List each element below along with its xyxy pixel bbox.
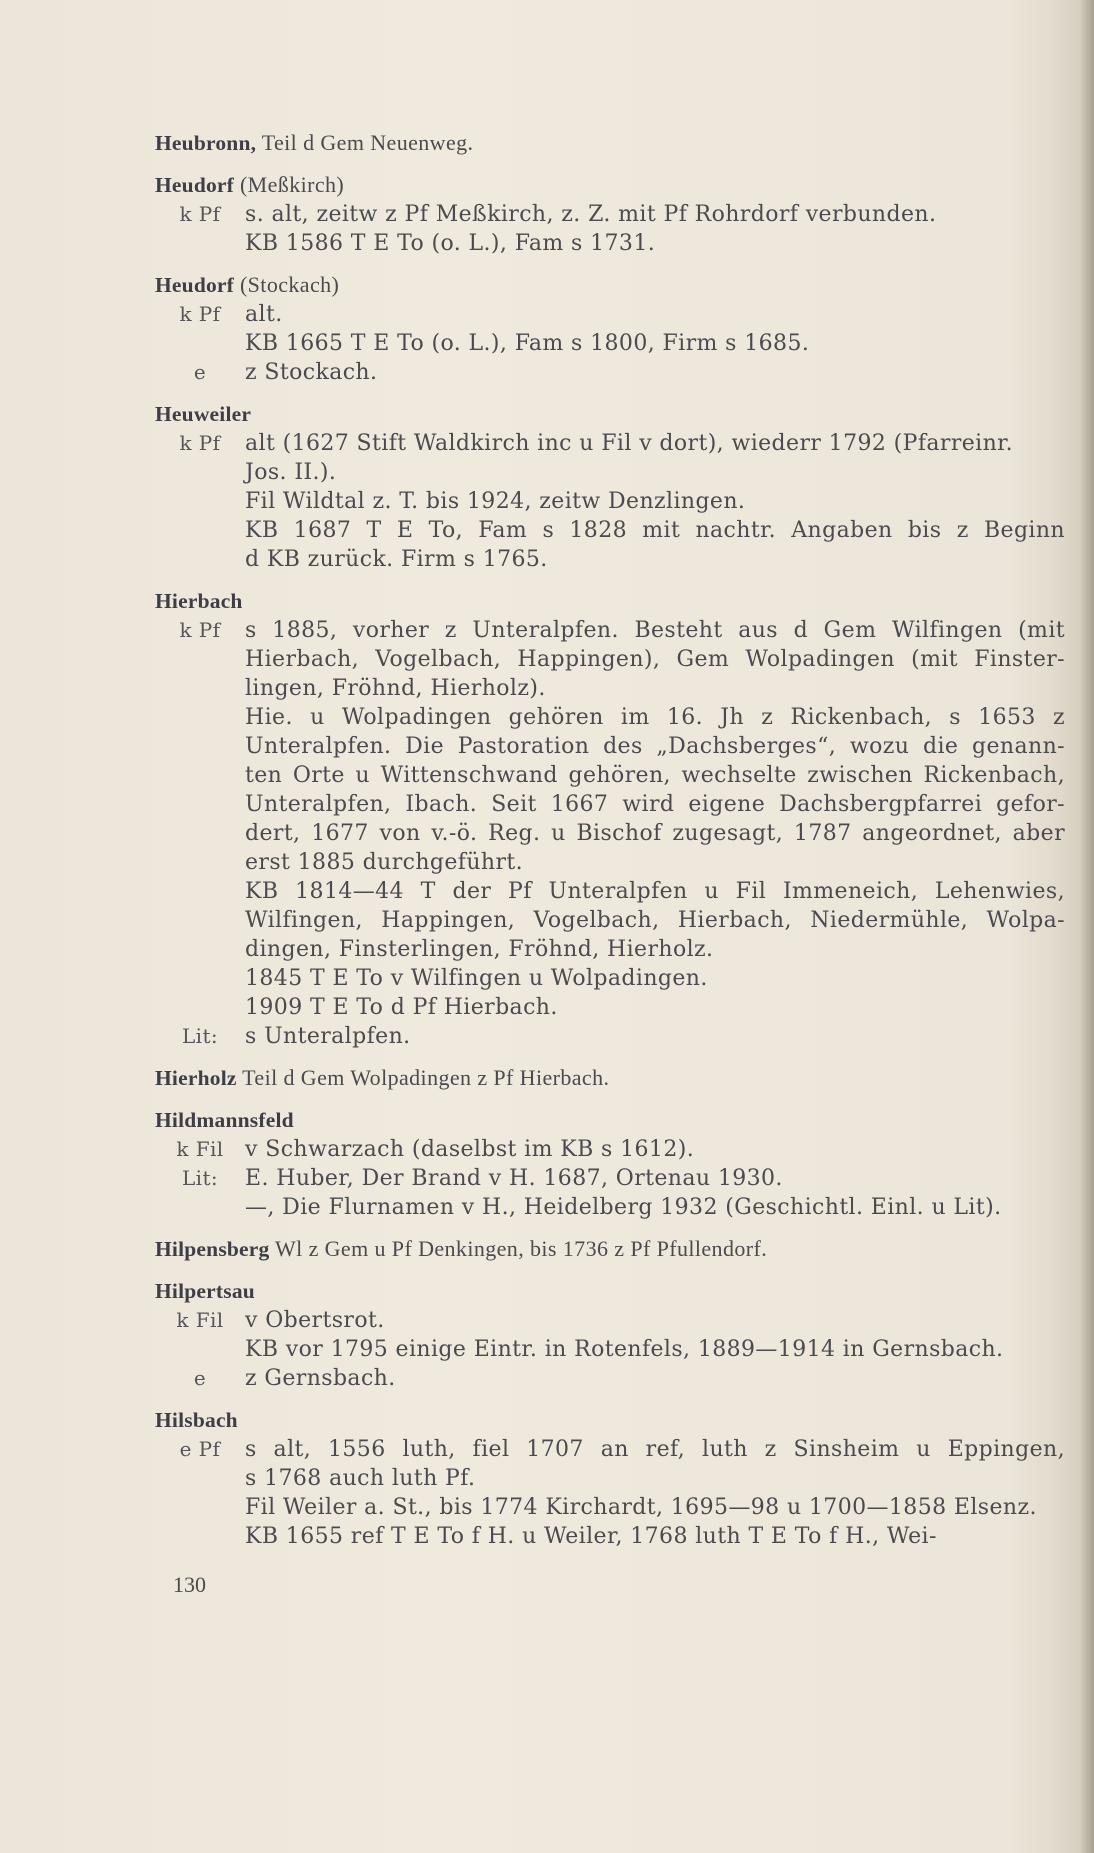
register-entry <box>155 1276 1065 1393</box>
row-label: k Fil <box>176 1137 224 1161</box>
text-line: Jos. II.). <box>245 460 337 485</box>
register-entry <box>155 1063 1065 1093</box>
text-line: s 1768 auch luth Pf. <box>245 1466 476 1491</box>
entry-row <box>155 429 1065 574</box>
row-body <box>245 1135 1065 1164</box>
row-body <box>245 1364 1065 1393</box>
entry-row <box>155 1135 1065 1164</box>
text-line: z Gernsbach. <box>245 1366 396 1391</box>
text-line: E. Huber, Der Brand v H. 1687, Ortenau 1930. <box>245 1166 783 1191</box>
place-name: Hierholz <box>155 1066 237 1090</box>
entry-heading <box>155 399 1065 429</box>
place-name: Heubronn, <box>155 131 257 155</box>
place-qualifier: (Meßkirch) <box>234 172 345 197</box>
text-line: ten Orte u Wittenschwand gehören, wechselte zwischen Rickenbach, <box>245 763 1065 788</box>
place-name: Hilpertsau <box>155 1279 255 1303</box>
text-line: KB 1655 ref T E To f H. u Weiler, 1768 luth T E To f H., Wei- <box>245 1524 937 1549</box>
place-name: Heuweiler <box>155 402 252 426</box>
text-line: z Stockach. <box>245 360 378 385</box>
page-edge <box>1080 0 1094 1853</box>
row-label: k Pf <box>179 431 221 455</box>
text-line: KB 1665 T E To (o. L.), Fam s 1800, Firm s 1685. <box>245 331 810 356</box>
entry-heading <box>155 1276 1065 1306</box>
text-line: s. alt, zeitw z Pf Meßkirch, z. Z. mit Pf Rohrdorf verbunden. <box>245 202 937 227</box>
row-body <box>245 1435 1065 1551</box>
entry-row <box>155 1164 1065 1222</box>
text-line: s Unteralpfen. <box>245 1024 411 1049</box>
text-line: —, Die Flurnamen v H., Heidelberg 1932 (Geschichtl. Einl. u Lit). <box>245 1195 1002 1220</box>
row-body <box>245 300 1065 358</box>
entry-heading <box>155 1234 1065 1264</box>
place-qualifier: Teil d Gem Neuenweg. <box>256 130 474 155</box>
row-label: Lit: <box>181 1024 219 1048</box>
register-entry <box>155 128 1065 158</box>
text-line: 1909 T E To d Pf Hierbach. <box>245 995 558 1020</box>
entry-heading <box>155 128 1065 158</box>
text-line: Hierbach, Vogelbach, Happingen), Gem Wolpadingen (mit Finster- <box>245 647 1065 672</box>
place-name: Hilpensberg <box>155 1237 270 1261</box>
entry-row <box>155 300 1065 358</box>
row-label: e Pf <box>179 1437 221 1461</box>
place-name: Hierbach <box>155 589 243 613</box>
row-label: k Pf <box>179 302 221 326</box>
text-line: v Schwarzach (daselbst im KB s 1612). <box>245 1137 695 1162</box>
entry-row <box>155 1435 1065 1551</box>
row-body <box>245 358 1065 387</box>
text-line: Hie. u Wolpadingen gehören im 16. Jh z Rickenbach, s 1653 z <box>245 705 1065 730</box>
place-qualifier: Teil d Gem Wolpadingen z Pf Hierbach. <box>236 1065 610 1090</box>
text-line: Wilfingen, Happingen, Vogelbach, Hierbach, Niedermühle, Wolpa- <box>245 908 1065 933</box>
text-line: Unteralpfen. Die Pastoration des „Dachsberges“, wozu die genann- <box>245 734 1065 759</box>
text-line: d KB zurück. Firm s 1765. <box>245 547 548 572</box>
row-label: k Pf <box>179 618 221 642</box>
text-line: KB 1814—44 T der Pf Unteralpfen u Fil Immeneich, Lehenwies, <box>245 879 1065 904</box>
row-body <box>245 429 1065 574</box>
place-name: Heudorf <box>155 173 235 197</box>
row-label: k Fil <box>176 1308 224 1332</box>
text-line: alt (1627 Stift Waldkirch inc u Fil v dort), wiederr 1792 (Pfarreinr. <box>245 431 1014 456</box>
text-line: KB 1687 T E To, Fam s 1828 mit nachtr. Angaben bis z Beginn <box>245 518 1065 543</box>
register-entry <box>155 1105 1065 1222</box>
entry-heading <box>155 1405 1065 1435</box>
register-text <box>155 128 1065 1563</box>
text-line: s alt, 1556 luth, fiel 1707 an ref, luth z Sinsheim u Eppingen, <box>245 1437 1065 1462</box>
entry-heading <box>155 1063 1065 1093</box>
row-body <box>245 1164 1065 1222</box>
register-entry <box>155 170 1065 258</box>
row-label: e <box>193 1366 207 1390</box>
register-entry <box>155 1234 1065 1264</box>
entry-heading <box>155 586 1065 616</box>
text-line: dingen, Finsterlingen, Fröhnd, Hierholz. <box>245 937 714 962</box>
entry-heading <box>155 1105 1065 1135</box>
text-line: s 1885, vorher z Unteralpfen. Besteht aus d Gem Wilfingen (mit <box>245 618 1065 643</box>
row-body <box>245 1022 1065 1051</box>
entry-row <box>155 616 1065 1022</box>
text-line: alt. <box>245 302 283 327</box>
text-line: KB vor 1795 einige Eintr. in Rotenfels, 1889—1914 in Gernsbach. <box>245 1337 1004 1362</box>
text-line: Unteralpfen, Ibach. Seit 1667 wird eigene Dachsbergpfarrei gefor- <box>245 792 1065 817</box>
entry-heading <box>155 170 1065 200</box>
row-body <box>245 200 1065 258</box>
row-label: Lit: <box>181 1166 219 1190</box>
text-line: lingen, Fröhnd, Hierholz). <box>245 676 546 701</box>
row-body <box>245 1306 1065 1364</box>
entry-row <box>155 200 1065 258</box>
row-label: k Pf <box>179 202 221 226</box>
register-entry <box>155 399 1065 574</box>
row-body <box>245 616 1065 1022</box>
entry-heading <box>155 270 1065 300</box>
row-label: e <box>193 360 207 384</box>
text-line: 1845 T E To v Wilfingen u Wolpadingen. <box>245 966 708 991</box>
register-entry <box>155 586 1065 1051</box>
text-line: erst 1885 durchgeführt. <box>245 850 524 875</box>
place-name: Heudorf <box>155 273 235 297</box>
text-line: dert, 1677 von v.-ö. Reg. u Bischof zugesagt, 1787 angeordnet, aber <box>245 821 1065 846</box>
place-name: Hildmannsfeld <box>155 1108 294 1132</box>
text-line: Fil Weiler a. St., bis 1774 Kirchardt, 1695—98 u 1700—1858 Elsenz. <box>245 1495 1037 1520</box>
register-entry <box>155 270 1065 387</box>
place-name: Hilsbach <box>155 1408 238 1432</box>
page-number: 130 <box>173 1572 206 1597</box>
text-line: v Obertsrot. <box>245 1308 385 1333</box>
place-qualifier: (Stockach) <box>234 272 340 297</box>
register-entry <box>155 1405 1065 1551</box>
entry-row <box>155 1364 1065 1393</box>
text-line: KB 1586 T E To (o. L.), Fam s 1731. <box>245 231 656 256</box>
entry-row <box>155 1022 1065 1051</box>
text-line: Fil Wildtal z. T. bis 1924, zeitw Denzlingen. <box>245 489 746 514</box>
place-qualifier: Wl z Gem u Pf Denkingen, bis 1736 z Pf Pfullendorf. <box>269 1236 768 1261</box>
entry-row <box>155 1306 1065 1364</box>
entry-row <box>155 358 1065 387</box>
